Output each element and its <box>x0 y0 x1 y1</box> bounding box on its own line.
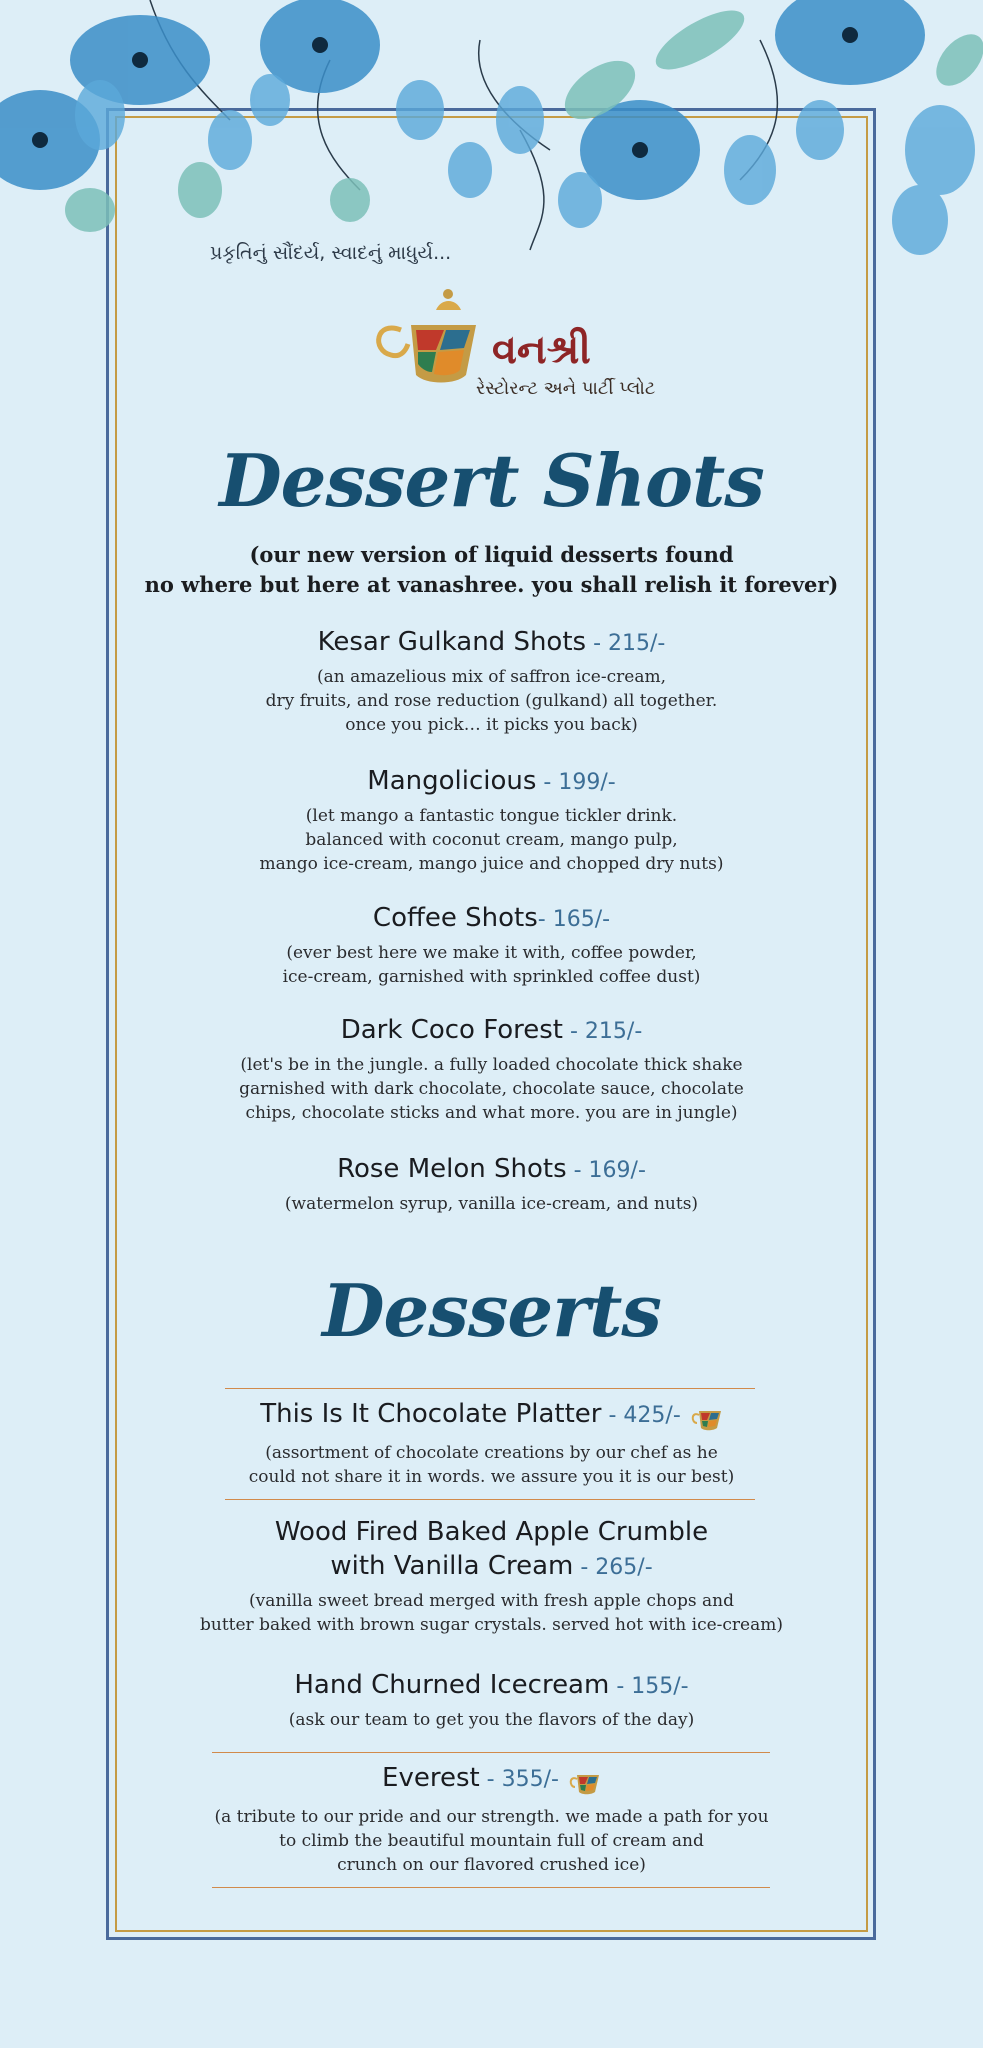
menu-item <box>120 1152 863 1216</box>
menu-item <box>120 901 863 989</box>
description-line: garnished with dark chocolate, chocolate sauce, chocolate <box>239 1079 744 1099</box>
item-name: Rose Melon Shots <box>337 1154 567 1184</box>
divider <box>212 1887 770 1888</box>
item-description <box>120 1589 863 1637</box>
item-description <box>120 1708 863 1732</box>
description-line: butter baked with brown sugar crystals. served hot with ice-cream) <box>199 1615 783 1635</box>
description-line: once you pick… it picks you back) <box>345 715 638 735</box>
dessert-shots-heading: Dessert Shots <box>219 438 764 523</box>
description-line: (let's be in the jungle. a fully loaded chocolate thick shake <box>240 1055 743 1075</box>
item-description <box>120 1805 863 1877</box>
menu-item <box>120 764 863 876</box>
item-price: - 169/- <box>566 1158 646 1183</box>
description-line: could not share it in words. we assure you it is our best) <box>248 1466 735 1487</box>
item-price: - 215/- <box>586 631 666 656</box>
description-line: chips, chocolate sticks and what more. you are in jungle) <box>245 1103 738 1123</box>
item-description <box>120 665 863 737</box>
item-price: - 165/- <box>537 907 611 932</box>
menu-item <box>120 1761 863 1877</box>
item-name: Kesar Gulkand Shots <box>317 627 587 657</box>
menu-content <box>120 0 863 2048</box>
description-line: (vanilla sweet bread merged with fresh apple chops and <box>248 1591 735 1611</box>
menu-item <box>120 1013 863 1125</box>
description-line: (let mango a fantastic tongue tickler drink. <box>305 806 678 826</box>
item-description <box>120 1053 863 1125</box>
item-price: - 199/- <box>536 770 616 795</box>
intro-line: no where but here at vanashree. you shall relish it forever) <box>144 572 839 597</box>
description-line: (watermelon syrup, vanilla ice-cream, and nuts) <box>284 1194 699 1214</box>
item-name: with Vanilla Cream <box>330 1551 574 1581</box>
item-name: This Is It Chocolate Platter <box>260 1399 602 1429</box>
item-price: - 155/- <box>609 1674 689 1699</box>
brand-name: વનશ્રી <box>492 326 591 373</box>
description-line: (a tribute to our pride and our strength. we made a path for you <box>214 1806 769 1827</box>
description-line: (ask our team to get you the flavors of the day) <box>288 1710 695 1730</box>
item-description <box>120 804 863 876</box>
description-line: dry fruits, and rose reduction (gulkand) all together. <box>265 691 718 711</box>
menu-item <box>120 1397 863 1489</box>
description-line: mango ice-cream, mango juice and chopped dry nuts) <box>259 854 724 874</box>
item-description <box>120 1441 863 1489</box>
item-description <box>120 941 863 989</box>
divider <box>225 1499 755 1500</box>
brand-subtitle: રેસ્ટોરન્ટ અને પાર્ટી પ્લોટ <box>476 378 656 399</box>
signature-badge-icon <box>689 1401 723 1435</box>
item-price: - 355/- <box>479 1767 559 1792</box>
item-price: - 215/- <box>563 1019 643 1044</box>
description-line: ice-cream, garnished with sprinkled coffee dust) <box>282 967 701 987</box>
intro-line: (our new version of liquid desserts found <box>249 542 734 567</box>
description-line: (an amazelious mix of saffron ice-cream, <box>317 667 666 687</box>
vanashree-logo-icon <box>366 280 496 390</box>
brand-logo <box>366 280 656 410</box>
menu-item <box>120 1515 863 1637</box>
divider <box>212 1752 770 1753</box>
item-name: Everest <box>382 1763 480 1793</box>
description-line: (ever best here we make it with, coffee powder, <box>286 943 697 963</box>
desserts-heading: Desserts <box>322 1268 661 1353</box>
description-line: crunch on our flavored crushed ice) <box>337 1854 646 1875</box>
description-line: to climb the beautiful mountain full of cream and <box>279 1830 704 1851</box>
item-name: Dark Coco Forest <box>340 1015 563 1045</box>
divider <box>225 1388 755 1389</box>
item-name: Mangolicious <box>367 766 537 796</box>
item-price: - 265/- <box>573 1555 653 1580</box>
tagline: પ્રકૃતિનું સૌંદર્ય, સ્વાદનું માધુર્ય... <box>210 242 452 264</box>
signature-badge-icon <box>567 1765 601 1799</box>
description-line: balanced with coconut cream, mango pulp, <box>305 830 678 850</box>
dessert-shots-intro <box>120 540 863 600</box>
description-line: (assortment of chocolate creations by our chef as he <box>265 1442 718 1463</box>
menu-item <box>120 625 863 737</box>
item-price: - 425/- <box>601 1403 681 1428</box>
item-description <box>120 1192 863 1216</box>
menu-item <box>120 1668 863 1732</box>
item-name: Hand Churned Icecream <box>294 1670 610 1700</box>
item-name: Coffee Shots <box>372 903 538 933</box>
item-name: Wood Fired Baked Apple Crumble <box>274 1517 709 1547</box>
